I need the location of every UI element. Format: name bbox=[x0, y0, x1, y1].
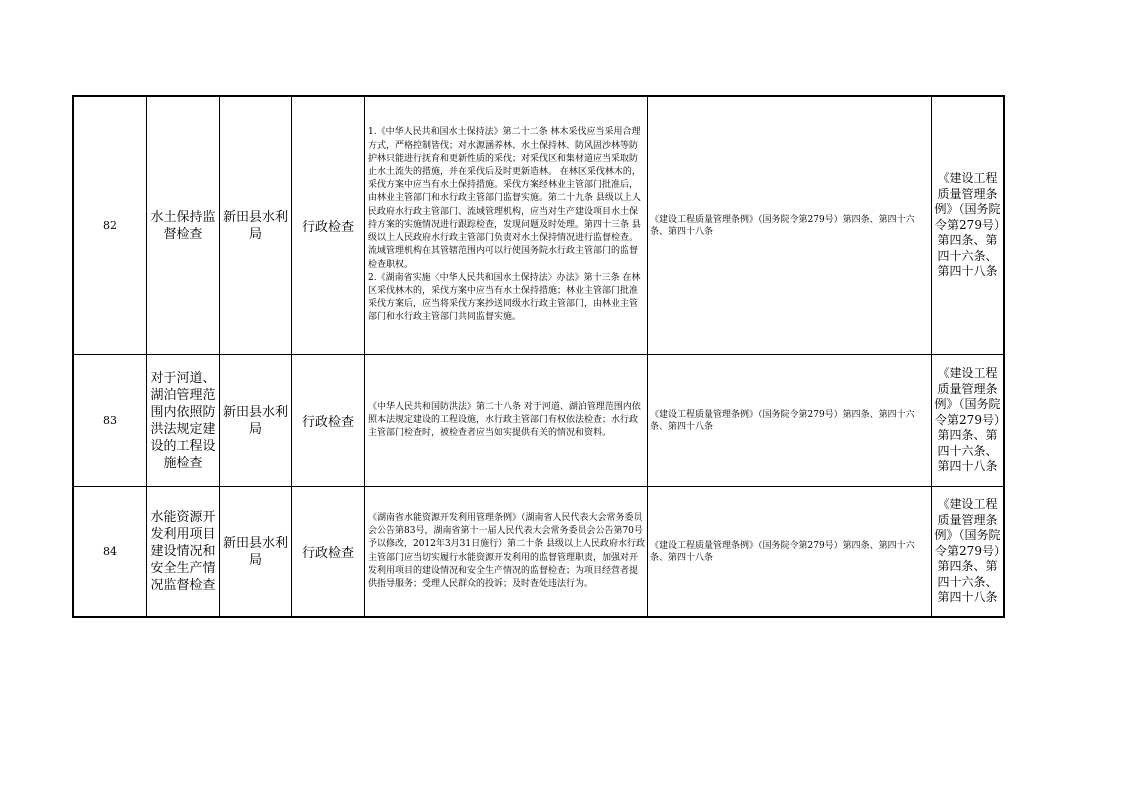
regulation-reference: 《建设工程质量管理条例》（国务院令第279号）第四条、第四十六条、第四十八条 bbox=[932, 96, 1005, 355]
responsibility-basis: 《建设工程质量管理条例》（国务院令第279号）第四条、第四十六条、第四十八条 bbox=[648, 96, 932, 355]
item-type: 行政检查 bbox=[292, 96, 365, 355]
legal-basis: 《中华人民共和国防洪法》第二十八条 对于河道、湖泊管理范围内依照本法规定建设的工程设施，水行政主管部门有权依法检查；水行政主管部门检查时，被检查者应当如实提供有关的情况和资料。 bbox=[365, 355, 648, 487]
legal-basis: 《湖南省水能资源开发利用管理条例》（湖南省人民代表大会常务委员会公告第83号，湖南省第十一届人民代表大会常务委员会公告第70号予以修改，2012年3月31日施行）第二十条 县级以上人民政府水行政主管部门应当切实履行水能资源开发利用的监督管理职责，加强对开发利用项目的建设情况和安全生产情况的监督检查；为项目经营者提供指导服务；受理人民群众的投诉；及时查处违法行为。 bbox=[365, 487, 648, 618]
regulation-reference: 《建设工程质量管理条例》（国务院令第279号）第四条、第四十六条、第四十八条 bbox=[932, 487, 1005, 618]
legal-basis: 1.《中华人民共和国水土保持法》第二十二条 林木采伐应当采用合理方式，严格控制皆伐；对水源涵养林、水土保持林、防风固沙林等防护林只能进行抚育和更新性质的采伐；对采伐区和集材道应当采取防止水土流失的措施，并在采伐后及时更新造林。 在林区采伐林木的，采伐方案中应当有水土保持措施。采伐方案经林业主管部门批准后，由林业主管部门和水行政主管部门监督实施。第二十九条 县级以上人民政府水行政主管部门、流域管理机构，应当对生产建设项目水土保持方案的实施情况进行跟踪检查，发现问题及时处理。第四十三条 县级以上人民政府水行政主管部门负责对水土保持情况进行监督检查。流域管理机构在其管辖范围内可以行使国务院水行政主管部门的监督检查职权。 2.《湖南省实施〈中华人民共和国水土保持法〉办法》第十三条 在林区采伐林木的，采伐方案中应当有水土保持措施；林业主管部门批准采伐方案后，应当将采伐方案抄送同级水行政主管部门，由林业主管部门和水行政主管部门共同监督实施。 bbox=[365, 96, 648, 355]
department: 新田县水利局 bbox=[220, 487, 292, 618]
item-type: 行政检查 bbox=[292, 487, 365, 618]
row-number: 82 bbox=[73, 96, 147, 355]
table-row bbox=[73, 487, 1004, 618]
row-number: 84 bbox=[73, 487, 147, 618]
department: 新田县水利局 bbox=[220, 355, 292, 487]
item-name: 水能资源开发利用项目建设情况和安全生产情况监督检查 bbox=[147, 487, 220, 618]
department: 新田县水利局 bbox=[220, 96, 292, 355]
table-row bbox=[73, 355, 1004, 487]
item-name: 对于河道、湖泊管理范围内依照防洪法规定建设的工程设施检查 bbox=[147, 355, 220, 487]
item-name: 水土保持监督检查 bbox=[147, 96, 220, 355]
regulation-reference: 《建设工程质量管理条例》（国务院令第279号）第四条、第四十六条、第四十八条 bbox=[932, 355, 1005, 487]
responsibility-basis: 《建设工程质量管理条例》（国务院令第279号）第四条、第四十六条、第四十八条 bbox=[648, 487, 932, 618]
enforcement-table bbox=[72, 95, 1005, 618]
table-row bbox=[73, 96, 1004, 355]
row-number: 83 bbox=[73, 355, 147, 487]
item-type: 行政检查 bbox=[292, 355, 365, 487]
responsibility-basis: 《建设工程质量管理条例》（国务院令第279号）第四条、第四十六条、第四十八条 bbox=[648, 355, 932, 487]
